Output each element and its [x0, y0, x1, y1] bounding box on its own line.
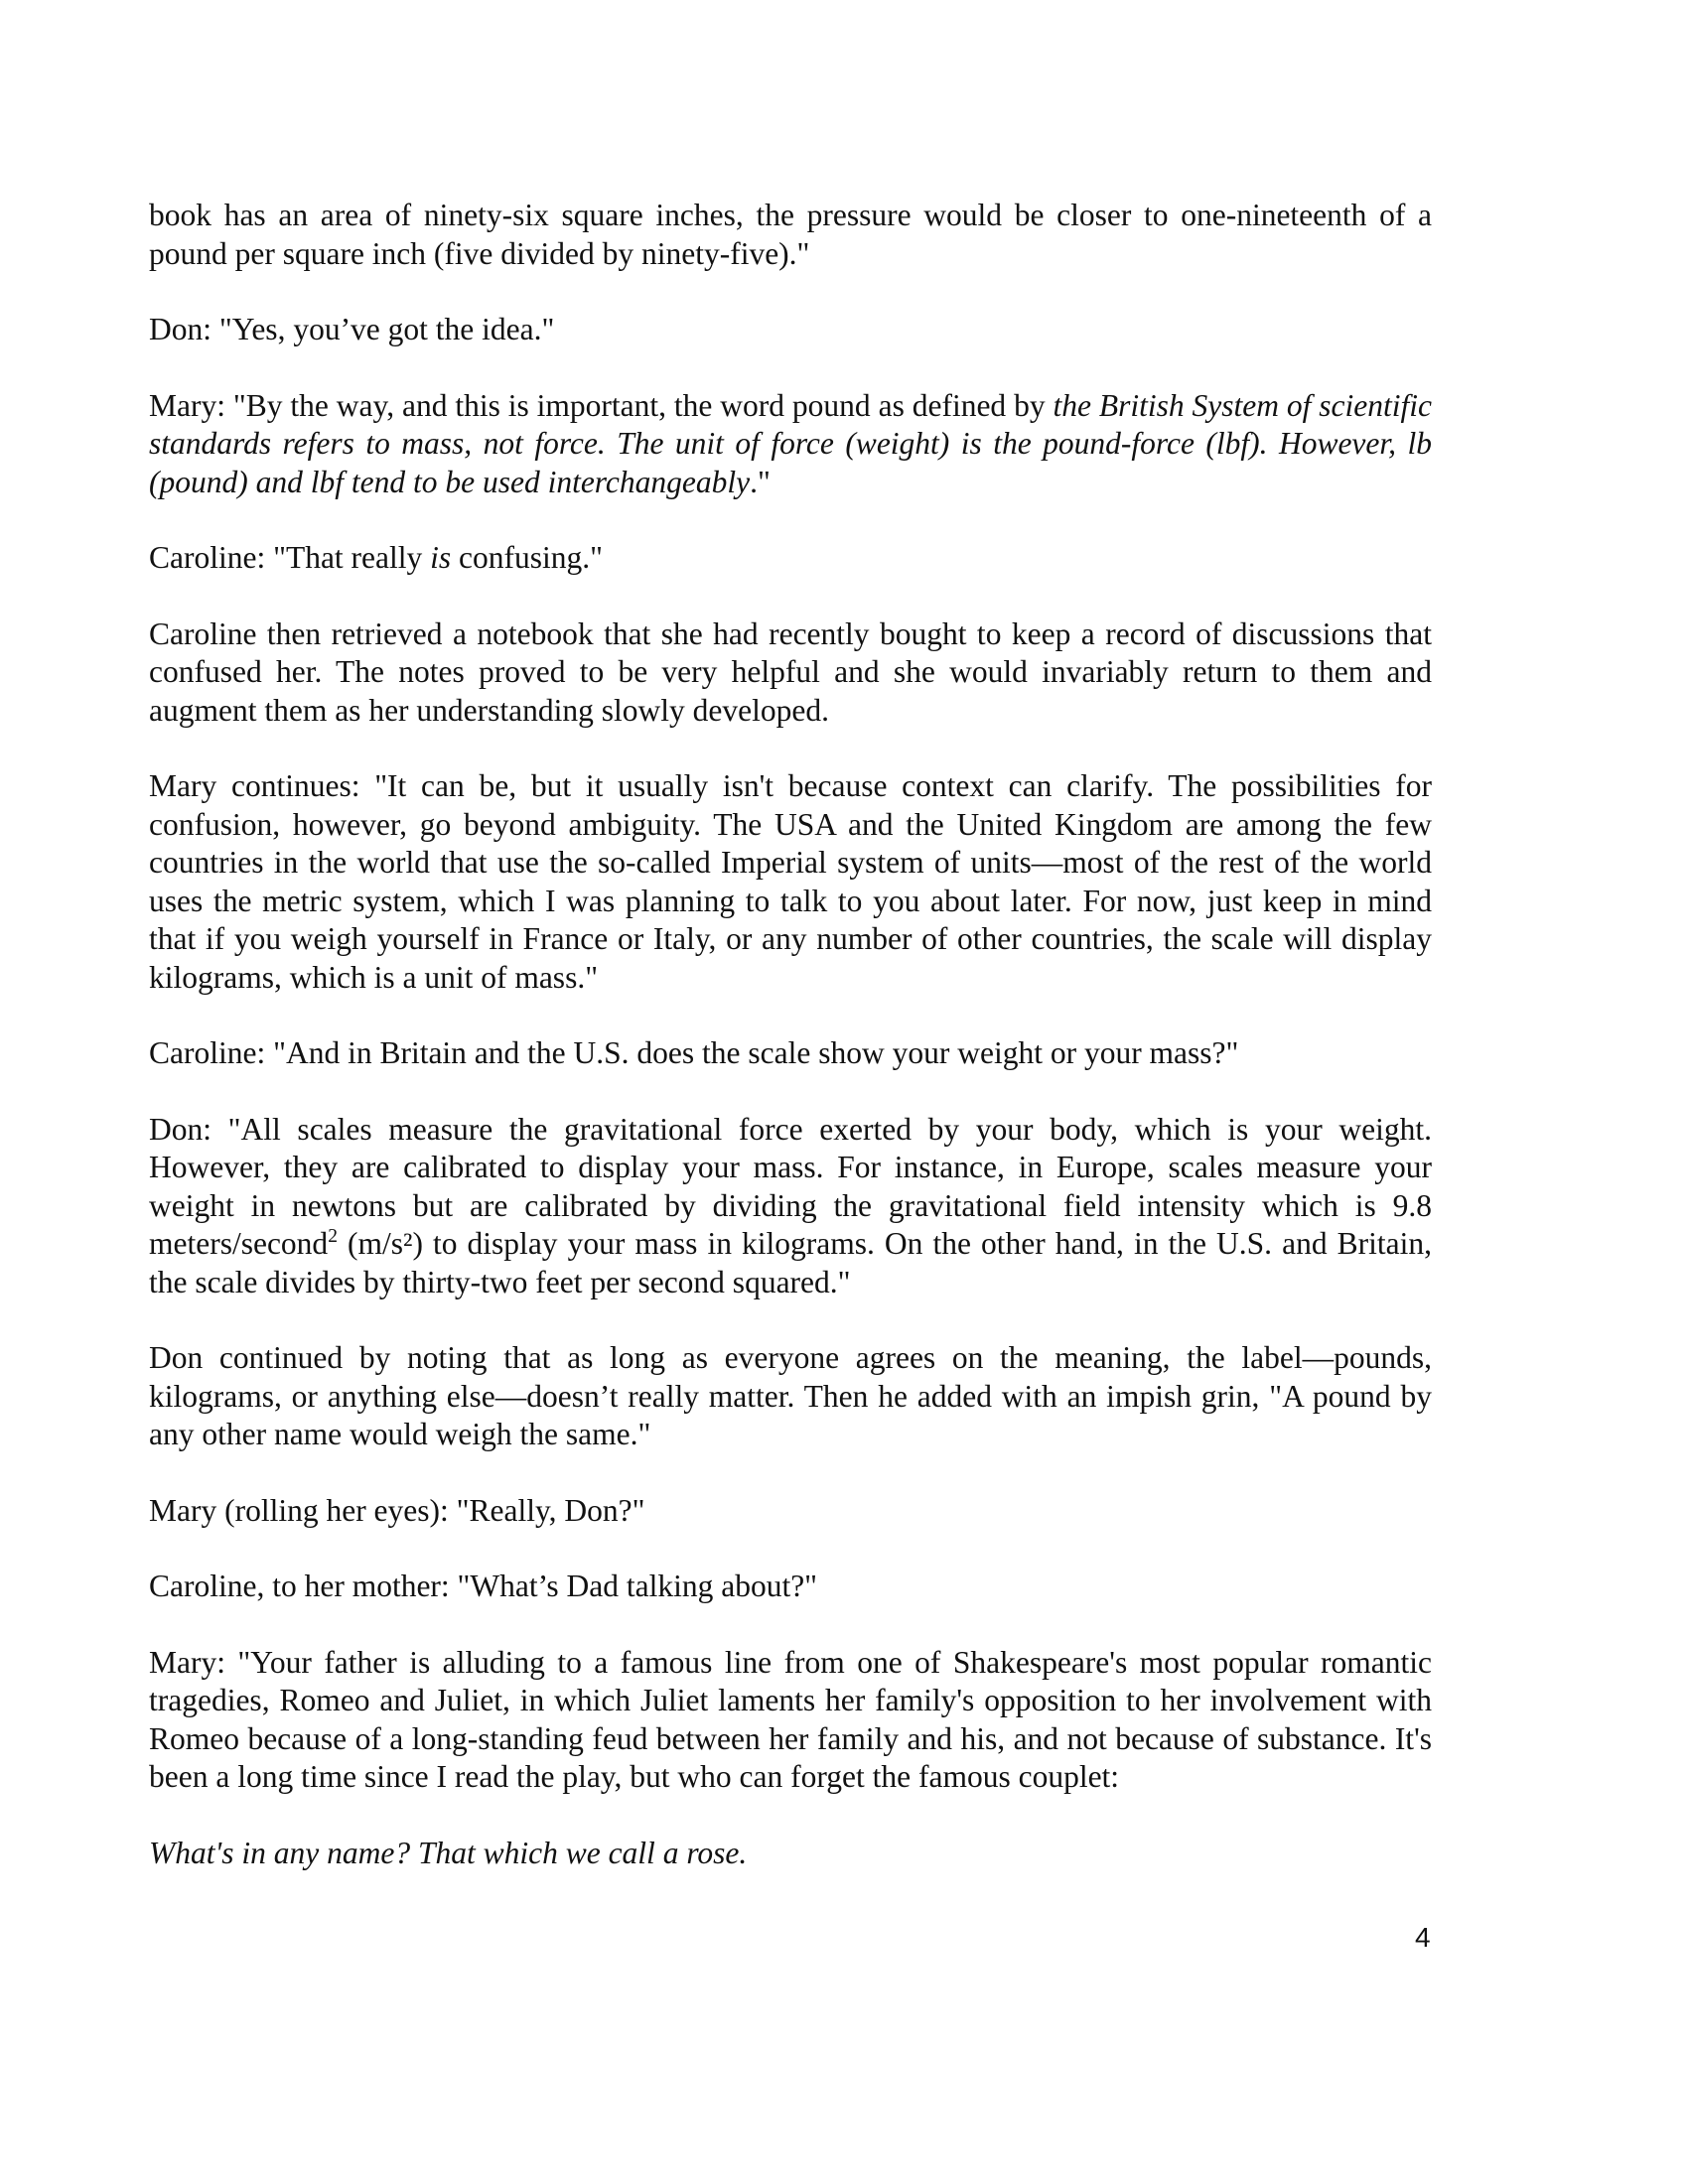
page-body — [149, 197, 1432, 1910]
paragraph-mary-shakespeare: Mary: "Your father is alluding to a famous line from one of Shakespeare's most popular romantic tragedies, Romeo and Juliet, in which Juliet laments her family's opposition to her involvement with Romeo because of a long-standing feud between her family and his, and not because of substance. It's been a long time since I read the play, but who can forget the famous couplet: — [149, 1644, 1432, 1794]
paragraph-mary-pound-definition — [149, 387, 1432, 502]
paragraph-caroline-notebook: Caroline then retrieved a notebook that she had recently bought to keep a record of discussions that confused her. The notes proved to be very helpful and she would invariably return to them and augment them as her understanding slowly developed. — [149, 615, 1432, 728]
paragraph-don-yes: Don: "Yes, you’ve got the idea." — [149, 312, 555, 346]
page-number: 4 — [1415, 1922, 1431, 1953]
mary-pound-text-end: ." — [750, 464, 771, 499]
paragraph-mary-imperial-system: Mary continues: "It can be, but it usually isn't because context can clarify. The possibilities for confusion, however, go beyond ambiguity. The USA and the United Kingdom are among the few countries in the world that use the so-called Imperial system of units—most of the rest of the world uses the metric system, which I was planning to talk to you about later. For now, just keep in mind that if you weigh yourself in France or Italy, or any number of other countries, the scale will display kilograms, which is a unit of mass." — [149, 768, 1432, 995]
paragraph-don-label: Don continued by noting that as long as everyone agrees on the meaning, the label—pounds, kilograms, or anything else—doesn’t really matter. Then he added with an impish grin, "A pound by any other name would weigh the same." — [149, 1340, 1432, 1451]
paragraph-caroline-confusing — [149, 539, 1432, 578]
paragraph-caroline-question: Caroline, to her mother: "What’s Dad talking about?" — [149, 1569, 818, 1603]
mary-pound-italic-text: the British System of scientific standards refers to mass, not force. The unit of force (weight) is the pound-force (lbf). However, lb (pound) and lbf tend to be used interchangeably — [149, 387, 1432, 499]
don-scales-text-end: (m/s²) to display your mass in kilograms. On the other hand, in the U.S. and Britain, the scale divides by thirty-two feet per second squared." — [149, 1226, 1432, 1299]
paragraph-rose-quote — [149, 1835, 1432, 1873]
paragraph-pressure-continuation: book has an area of ninety-six square inches, the pressure would be closer to one-nineteenth of a pound per square inch (five divided by ninety-five)." — [149, 198, 1432, 271]
paragraph-don-scales — [149, 1111, 1432, 1302]
don-scales-text-start: Don: "All scales measure the gravitational force exerted by your body, which is your weight. However, they are calibrated to display your mass. For instance, in Europe, scales measure your weight in newtons but are calibrated by dividing the gravitational field intensity which is 9.8 meters/second — [149, 1111, 1432, 1261]
paragraph-mary-really: Mary (rolling her eyes): "Really, Don?" — [149, 1492, 645, 1528]
caroline-confusing-emphasis: is — [430, 540, 452, 575]
mary-pound-text-start: Mary: "By the way, and this is important, the word pound as defined by — [149, 387, 1054, 423]
superscript-two: 2 — [328, 1225, 338, 1247]
caroline-confusing-text-end: confusing." — [451, 540, 603, 575]
caroline-confusing-text-start: Caroline: "That really — [149, 540, 431, 575]
paragraph-caroline-scale-question: Caroline: "And in Britain and the U.S. does the scale show your weight or your mass?" — [149, 1035, 1239, 1070]
rose-quote-italic: What's in any name? That which we call a rose. — [149, 1835, 748, 1870]
